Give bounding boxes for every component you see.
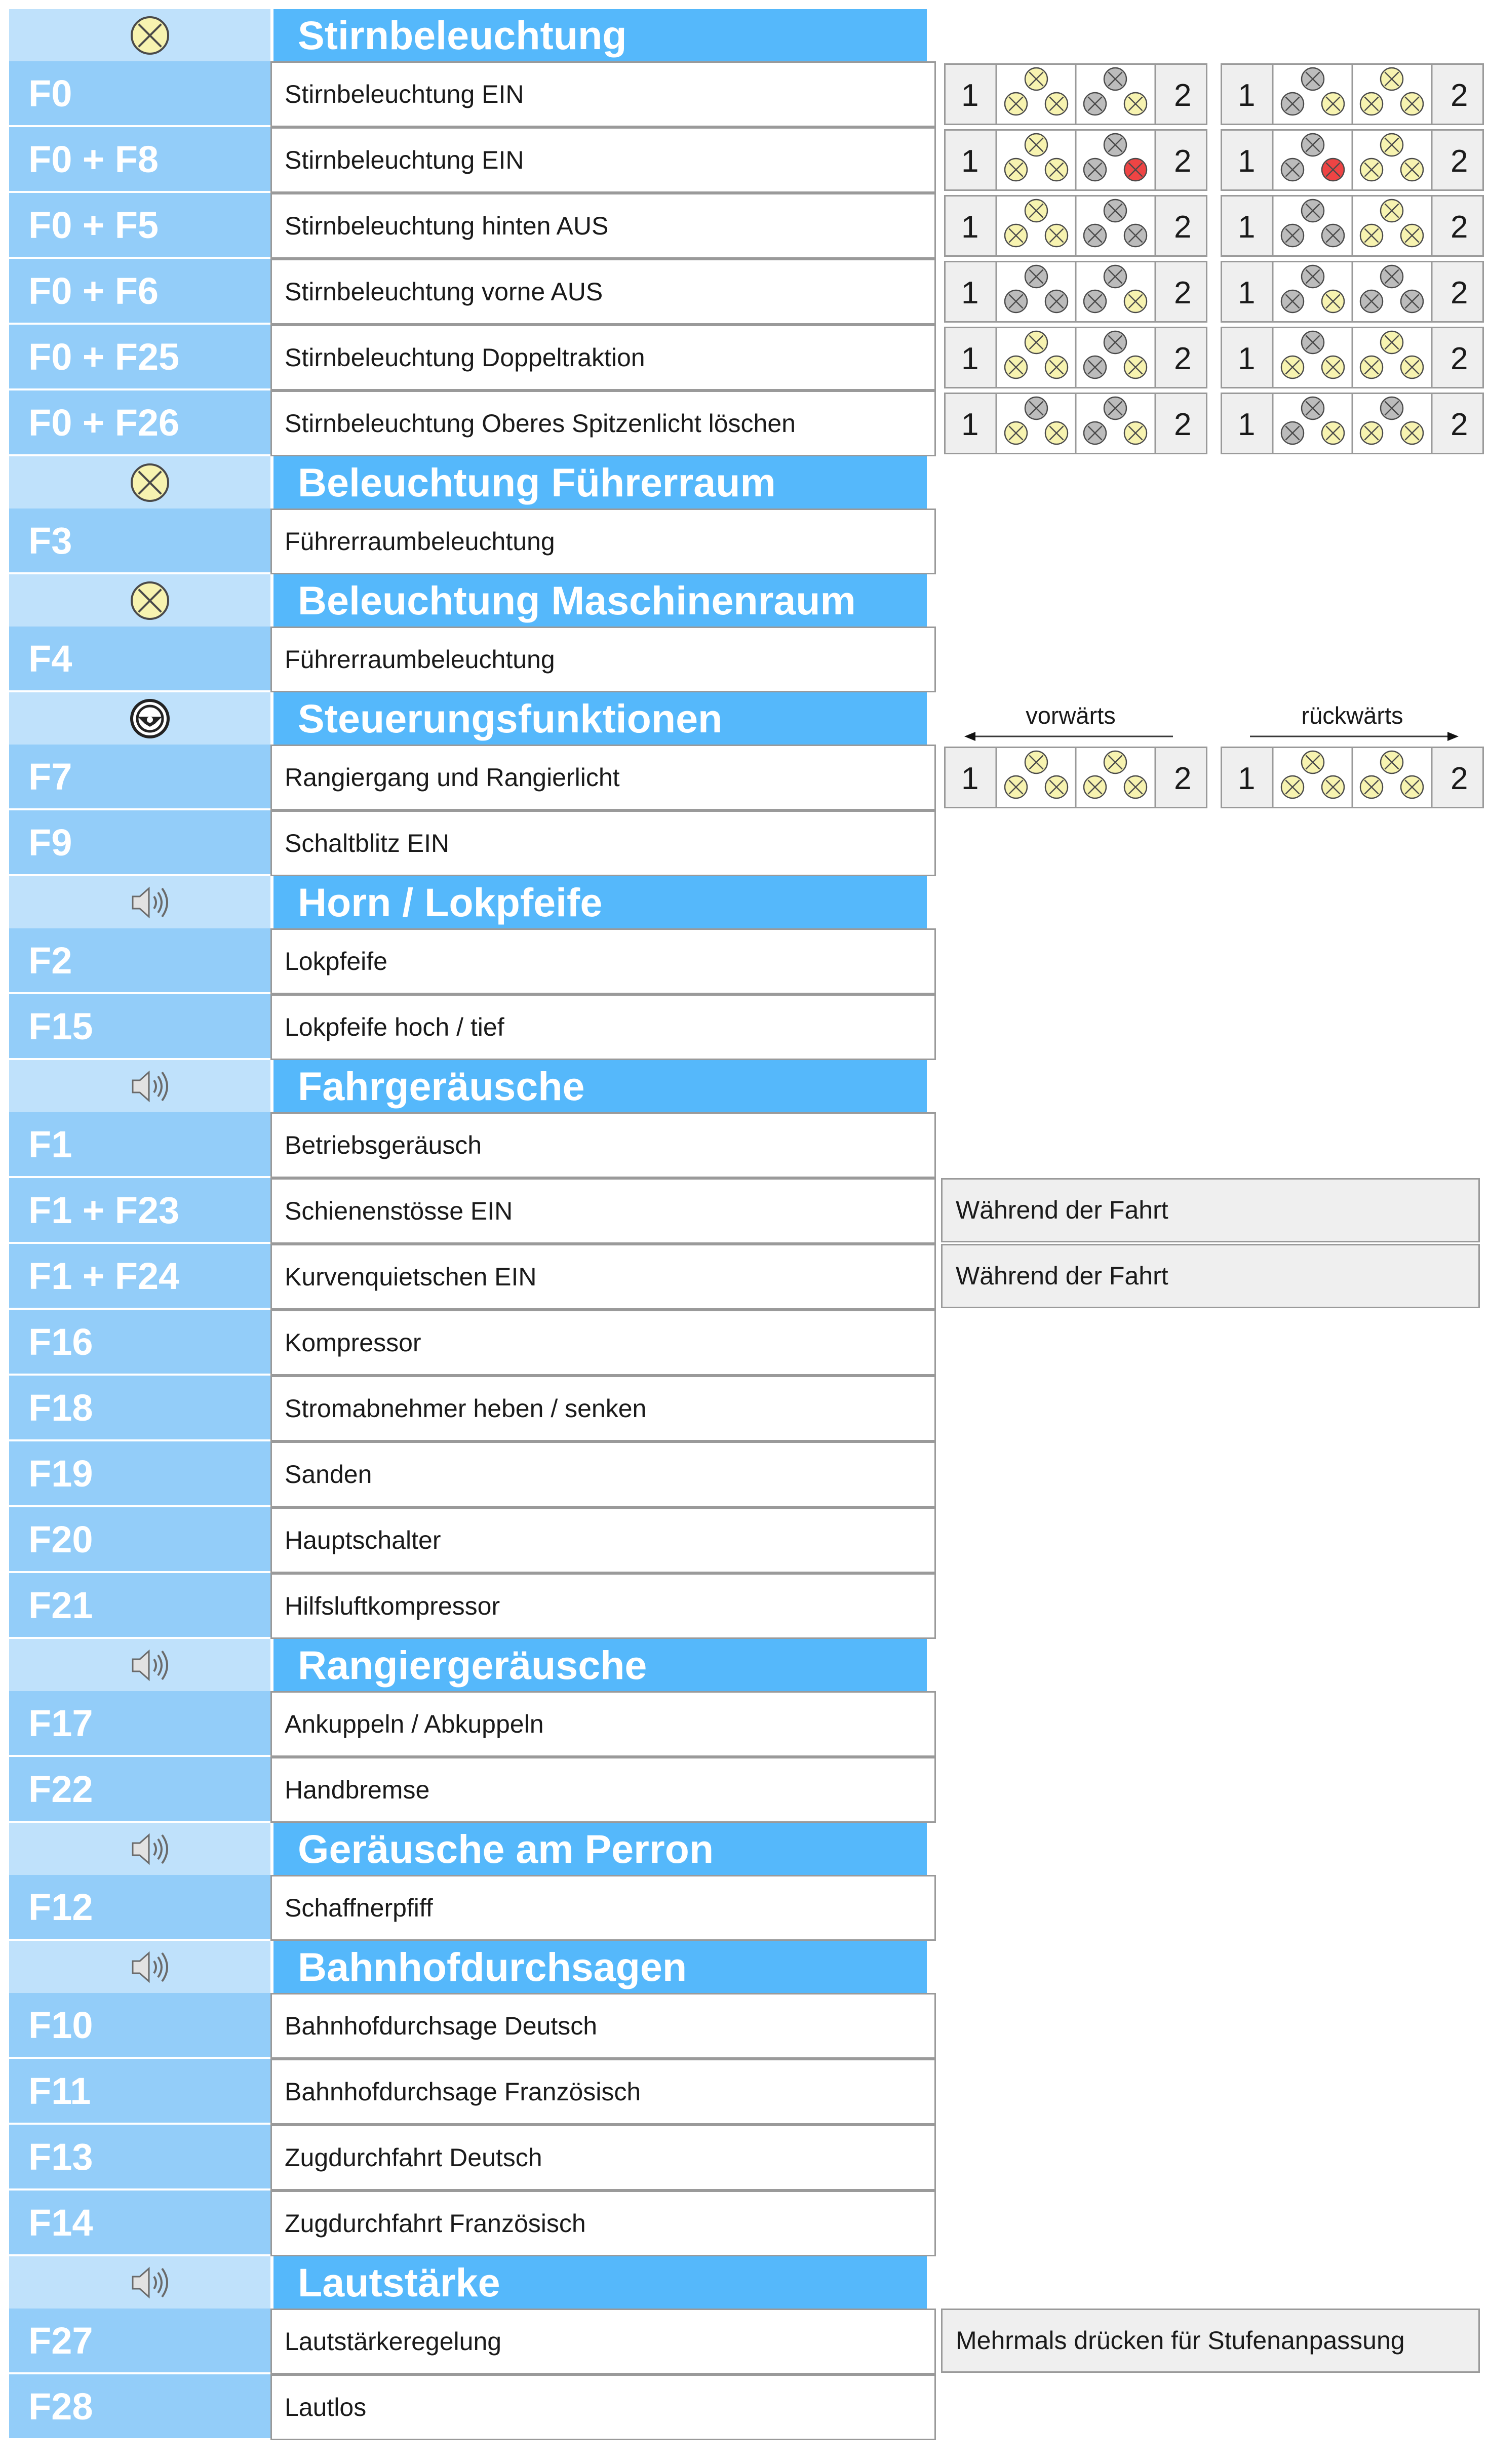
lamp-top-2 [1381, 134, 1403, 156]
lamp-top-1 [1302, 265, 1324, 288]
loco-diagram [1221, 63, 1484, 125]
function-key: F19 [28, 1453, 93, 1495]
loco-diagram [1221, 261, 1484, 323]
lamp-right-2 [1124, 422, 1147, 444]
function-row[interactable] [9, 390, 927, 455]
function-key: F0 + F5 [28, 204, 159, 246]
end-label-1: 1 [961, 78, 979, 113]
lamp-diagram-forward [944, 393, 1207, 454]
loco-diagram [944, 747, 1207, 808]
section-header-7 [9, 1639, 927, 1691]
lamp-top-2 [1381, 751, 1403, 773]
function-description: Führerraumbeleuchtung [285, 527, 555, 556]
lamp-diagram-forward [944, 195, 1207, 257]
lamp-top-1 [1025, 134, 1047, 156]
lamp-diagram-forward [944, 261, 1207, 323]
lamp-left-2 [1084, 290, 1106, 312]
end-label-2: 2 [1451, 341, 1468, 376]
steering-wheel-icon [129, 697, 171, 740]
function-description: Stirnbeleuchtung hinten AUS [285, 212, 609, 240]
lamp-glyph [132, 464, 168, 501]
lamp-top-2 [1381, 265, 1403, 288]
function-note [941, 1178, 1480, 1242]
section-title: Steuerungsfunktionen [298, 696, 723, 741]
end-label-1: 1 [1238, 144, 1256, 179]
section-header-2 [9, 456, 927, 509]
end-label-1: 1 [961, 341, 979, 376]
function-description: Kompressor [285, 1328, 421, 1357]
function-key: F22 [28, 1768, 93, 1810]
function-note [941, 2309, 1480, 2373]
lamp-diagram-backward [1221, 261, 1484, 323]
lamp-left-1 [1005, 224, 1027, 247]
function-key: F13 [28, 2136, 93, 2178]
lamp-top-2 [1104, 134, 1126, 156]
lamp-top-1 [1302, 397, 1324, 419]
section-title: Beleuchtung Führerraum [298, 460, 776, 505]
function-key: F1 + F24 [28, 1255, 180, 1297]
lamp-left-1 [1281, 159, 1304, 181]
lamp-left-2 [1360, 422, 1383, 444]
function-row[interactable] [9, 745, 927, 809]
arrow-right-icon [1246, 729, 1459, 744]
end-label-1: 1 [1238, 78, 1256, 113]
function-description: Bahnhofdurchsage Deutsch [285, 2012, 598, 2040]
lamp-right-2 [1124, 776, 1147, 798]
lamp-left-2 [1084, 776, 1106, 798]
lamp-left-1 [1005, 776, 1027, 798]
section-header-6 [9, 1060, 927, 1112]
lamp-left-2 [1084, 224, 1106, 247]
function-key: F1 [28, 1123, 72, 1165]
section-header-4 [9, 692, 927, 745]
section-header-10 [9, 2256, 927, 2309]
lamp-right-2 [1401, 422, 1423, 444]
function-key: F12 [28, 1886, 93, 1928]
section-title: Lautstärke [298, 2260, 500, 2305]
speaker-icon [129, 2261, 171, 2304]
end-label-2: 2 [1451, 276, 1468, 310]
function-key: F17 [28, 1702, 93, 1744]
function-description: Stirnbeleuchtung Oberes Spitzenlicht löschen [285, 409, 796, 438]
lamp-right-1 [1045, 290, 1068, 312]
lamp-left-1 [1281, 776, 1304, 798]
lamp-left-1 [1005, 93, 1027, 115]
end-label-1: 1 [1238, 276, 1256, 310]
note-text: Während der Fahrt [956, 1196, 1168, 1224]
section-header-9 [9, 1941, 927, 1993]
lamp-left-2 [1360, 224, 1383, 247]
note-text: Mehrmals drücken für Stufenanpassung [956, 2326, 1405, 2355]
lamp-top-1 [1302, 134, 1324, 156]
function-key: F15 [28, 1005, 93, 1047]
loco-diagram [944, 195, 1207, 257]
speaker-icon [129, 1065, 171, 1108]
function-note [941, 1244, 1480, 1308]
function-row[interactable] [9, 2125, 927, 2189]
lamp-right-2 [1124, 93, 1147, 115]
lamp-right-2 [1401, 224, 1423, 247]
lamp-diagram-forward [944, 747, 1207, 808]
lamp-right-1 [1045, 224, 1068, 247]
section-header-8 [9, 1823, 927, 1875]
function-row[interactable] [9, 1507, 927, 1572]
function-description: Stromabnehmer heben / senken [285, 1394, 647, 1423]
function-row[interactable] [9, 193, 927, 257]
lamp-right-1 [1322, 422, 1344, 444]
function-key: F1 + F23 [28, 1189, 180, 1231]
end-label-1: 1 [1238, 761, 1256, 796]
loco-diagram [1221, 393, 1484, 454]
lamp-top-1 [1302, 200, 1324, 222]
note-text: Während der Fahrt [956, 1262, 1168, 1290]
function-description: Schienenstösse EIN [285, 1197, 513, 1225]
lamp-left-2 [1360, 93, 1383, 115]
lamp-left-2 [1084, 422, 1106, 444]
lamp-left-2 [1084, 356, 1106, 378]
function-description: Hauptschalter [285, 1526, 441, 1554]
lamp-left-2 [1360, 159, 1383, 181]
lamp-right-1 [1322, 224, 1344, 247]
lamp-top-2 [1104, 200, 1126, 222]
function-description: Stirnbeleuchtung vorne AUS [285, 278, 603, 306]
end-label-2: 2 [1174, 78, 1192, 113]
function-key: F18 [28, 1387, 93, 1429]
section-header-1 [9, 9, 927, 61]
function-row[interactable] [9, 1112, 927, 1177]
function-key: F21 [28, 1584, 93, 1626]
lamp-right-2 [1124, 159, 1147, 181]
lamp-right-1 [1322, 290, 1344, 312]
function-row[interactable] [9, 994, 927, 1059]
end-label-1: 1 [961, 144, 979, 179]
lamp-right-2 [1401, 93, 1423, 115]
section-title: Rangiergeräusche [298, 1642, 647, 1688]
function-description: Rangiergang und Rangierlicht [285, 763, 620, 792]
direction-text: vorwärts [1026, 702, 1116, 729]
lamp-top-2 [1104, 331, 1126, 354]
function-row[interactable] [9, 1691, 927, 1755]
function-row[interactable] [9, 509, 927, 573]
function-desc-cell [270, 2374, 936, 2440]
function-row[interactable] [9, 1244, 927, 1308]
lamp-right-1 [1045, 159, 1068, 181]
lamp-top-1 [1025, 68, 1047, 90]
function-description: Hilfsluftkompressor [285, 1592, 500, 1620]
function-description: Lokpfeife [285, 947, 387, 975]
lamp-right-2 [1401, 776, 1423, 798]
end-label-1: 1 [1238, 407, 1256, 442]
function-key: F0 + F26 [28, 402, 180, 444]
function-description: Lokpfeife hoch / tief [285, 1013, 504, 1041]
function-row[interactable] [9, 1310, 927, 1374]
function-row[interactable] [9, 1441, 927, 1506]
function-key: F7 [28, 756, 72, 798]
function-row[interactable] [9, 1757, 927, 1821]
lamp-diagram-forward [944, 63, 1207, 125]
end-label-1: 1 [961, 761, 979, 796]
lamp-left-2 [1360, 776, 1383, 798]
lamp-diagram-backward [1221, 195, 1484, 257]
function-key: F0 + F6 [28, 270, 159, 312]
function-row[interactable] [9, 1178, 927, 1242]
function-description: Schaltblitz EIN [285, 829, 450, 857]
lamp-top-2 [1381, 331, 1403, 354]
lamp-diagram-forward [944, 129, 1207, 191]
function-row[interactable] [9, 127, 927, 191]
function-description: Lautlos [285, 2393, 367, 2421]
function-description: Betriebsgeräusch [285, 1131, 482, 1159]
function-description: Stirnbeleuchtung EIN [285, 80, 524, 108]
lamp-right-2 [1124, 224, 1147, 247]
lamp-top-1 [1302, 751, 1324, 773]
loco-diagram [1221, 747, 1484, 808]
lamp-glyph [132, 17, 168, 54]
lamp-top-1 [1025, 397, 1047, 419]
function-key: F9 [28, 822, 72, 864]
function-description: Stirnbeleuchtung Doppeltraktion [285, 343, 645, 372]
end-label-1: 1 [1238, 341, 1256, 376]
function-description: Zugdurchfahrt Deutsch [285, 2143, 542, 2172]
lamp-left-1 [1281, 422, 1304, 444]
lamp-top-1 [1025, 751, 1047, 773]
lamp-right-1 [1045, 422, 1068, 444]
loco-diagram [1221, 129, 1484, 191]
function-key: F27 [28, 2320, 93, 2362]
lamp-icon [129, 461, 171, 504]
end-label-2: 2 [1451, 78, 1468, 113]
lamp-top-2 [1381, 68, 1403, 90]
lamp-left-2 [1360, 290, 1383, 312]
function-description: Zugdurchfahrt Französisch [285, 2209, 586, 2238]
lamp-top-1 [1302, 331, 1324, 354]
end-label-2: 2 [1451, 761, 1468, 796]
function-row[interactable] [9, 928, 927, 993]
function-row[interactable] [9, 259, 927, 323]
direction-backward-label [1246, 701, 1459, 737]
end-label-1: 1 [961, 407, 979, 442]
section-title: Geräusche am Perron [298, 1826, 714, 1871]
lamp-diagram-forward [944, 327, 1207, 388]
function-key: F0 [28, 72, 72, 114]
function-description: Kurvenquietschen EIN [285, 1263, 537, 1291]
end-label-2: 2 [1451, 210, 1468, 245]
function-row[interactable] [9, 1875, 927, 1939]
lamp-left-2 [1084, 93, 1106, 115]
function-key: F10 [28, 2004, 93, 2046]
function-key: F0 + F25 [28, 336, 180, 378]
section-header-3 [9, 574, 927, 627]
lamp-right-2 [1401, 356, 1423, 378]
section-title: Bahnhofdurchsagen [298, 1944, 687, 1989]
function-description: Handbremse [285, 1776, 430, 1804]
lamp-right-2 [1401, 290, 1423, 312]
lamp-top-1 [1302, 68, 1324, 90]
function-row[interactable] [9, 627, 927, 691]
function-row[interactable] [9, 2309, 927, 2373]
lamp-icon [129, 14, 171, 57]
function-row[interactable] [9, 1376, 927, 1440]
function-key: F28 [28, 2385, 93, 2428]
function-key: F3 [28, 520, 72, 562]
lamp-top-2 [1104, 265, 1126, 288]
function-description: Lautstärkeregelung [285, 2327, 502, 2356]
function-row[interactable] [9, 61, 927, 126]
function-description: Schaffnerpfiff [285, 1894, 433, 1922]
section-title: Horn / Lokpfeife [298, 880, 603, 925]
lamp-right-2 [1401, 159, 1423, 181]
direction-text: rückwärts [1301, 702, 1403, 729]
loco-diagram [944, 327, 1207, 388]
end-label-2: 2 [1174, 761, 1192, 796]
function-description: Führerraumbeleuchtung [285, 645, 555, 674]
lamp-right-1 [1045, 356, 1068, 378]
lamp-left-1 [1281, 93, 1304, 115]
lamp-diagram-backward [1221, 393, 1484, 454]
lamp-left-1 [1005, 159, 1027, 181]
lamp-glyph [132, 582, 168, 619]
end-label-1: 1 [1238, 210, 1256, 245]
lamp-top-1 [1025, 265, 1047, 288]
function-description: Ankuppeln / Abkuppeln [285, 1710, 544, 1738]
function-key: F20 [28, 1518, 93, 1560]
function-key: F14 [28, 2202, 93, 2244]
lamp-left-2 [1360, 356, 1383, 378]
section-title: Fahrgeräusche [298, 1064, 585, 1109]
end-label-2: 2 [1174, 276, 1192, 310]
section-title: Stirnbeleuchtung [298, 13, 627, 58]
speaker-icon [129, 881, 171, 924]
function-row[interactable] [9, 2374, 927, 2439]
speaker-icon [129, 1644, 171, 1687]
function-key: F11 [28, 2070, 91, 2112]
function-row[interactable] [9, 325, 927, 389]
lamp-left-1 [1005, 290, 1027, 312]
lamp-right-1 [1322, 776, 1344, 798]
lamp-right-1 [1322, 93, 1344, 115]
lamp-icon [129, 579, 171, 622]
lamp-right-1 [1322, 356, 1344, 378]
function-row[interactable] [9, 2191, 927, 2255]
function-description: Stirnbeleuchtung EIN [285, 146, 524, 174]
end-label-1: 1 [961, 276, 979, 310]
function-description: Bahnhofdurchsage Französisch [285, 2078, 641, 2106]
lamp-top-1 [1025, 200, 1047, 222]
lamp-left-1 [1005, 422, 1027, 444]
function-key: F4 [28, 638, 72, 680]
end-label-2: 2 [1451, 144, 1468, 179]
lamp-left-1 [1281, 356, 1304, 378]
lamp-left-1 [1005, 356, 1027, 378]
lamp-diagram-backward [1221, 327, 1484, 388]
lamp-left-1 [1281, 290, 1304, 312]
function-key: F2 [28, 940, 72, 982]
section-header-5 [9, 876, 927, 928]
section-title: Beleuchtung Maschinenraum [298, 578, 856, 623]
loco-diagram [944, 261, 1207, 323]
loco-diagram [944, 63, 1207, 125]
loco-diagram [944, 393, 1207, 454]
lamp-top-2 [1381, 200, 1403, 222]
lamp-right-1 [1322, 159, 1344, 181]
end-label-2: 2 [1174, 144, 1192, 179]
end-label-2: 2 [1174, 210, 1192, 245]
lamp-top-1 [1025, 331, 1047, 354]
lamp-top-2 [1381, 397, 1403, 419]
loco-diagram [1221, 327, 1484, 388]
function-row[interactable] [9, 1573, 927, 1637]
function-key: F16 [28, 1321, 93, 1363]
arrow-left-icon [964, 729, 1177, 744]
lamp-right-1 [1045, 776, 1068, 798]
function-description: Sanden [285, 1460, 372, 1489]
lamp-right-2 [1124, 356, 1147, 378]
lamp-left-2 [1084, 159, 1106, 181]
lamp-left-1 [1281, 224, 1304, 247]
lamp-diagram-backward [1221, 129, 1484, 191]
function-row[interactable] [9, 810, 927, 875]
function-row[interactable] [9, 2059, 927, 2123]
lamp-right-1 [1045, 93, 1068, 115]
lamp-diagram-backward [1221, 747, 1484, 808]
function-row[interactable] [9, 1993, 927, 2057]
speaker-icon [129, 1828, 171, 1870]
end-label-1: 1 [961, 210, 979, 245]
lamp-top-2 [1104, 397, 1126, 419]
direction-forward-label [964, 701, 1177, 737]
end-label-2: 2 [1174, 407, 1192, 442]
speaker-icon [129, 1946, 171, 1988]
end-label-2: 2 [1451, 407, 1468, 442]
function-key: F0 + F8 [28, 138, 159, 180]
lamp-top-2 [1104, 751, 1126, 773]
end-label-2: 2 [1174, 341, 1192, 376]
lamp-right-2 [1124, 290, 1147, 312]
lamp-diagram-backward [1221, 63, 1484, 125]
loco-diagram [1221, 195, 1484, 257]
loco-diagram [944, 129, 1207, 191]
lamp-top-2 [1104, 68, 1126, 90]
